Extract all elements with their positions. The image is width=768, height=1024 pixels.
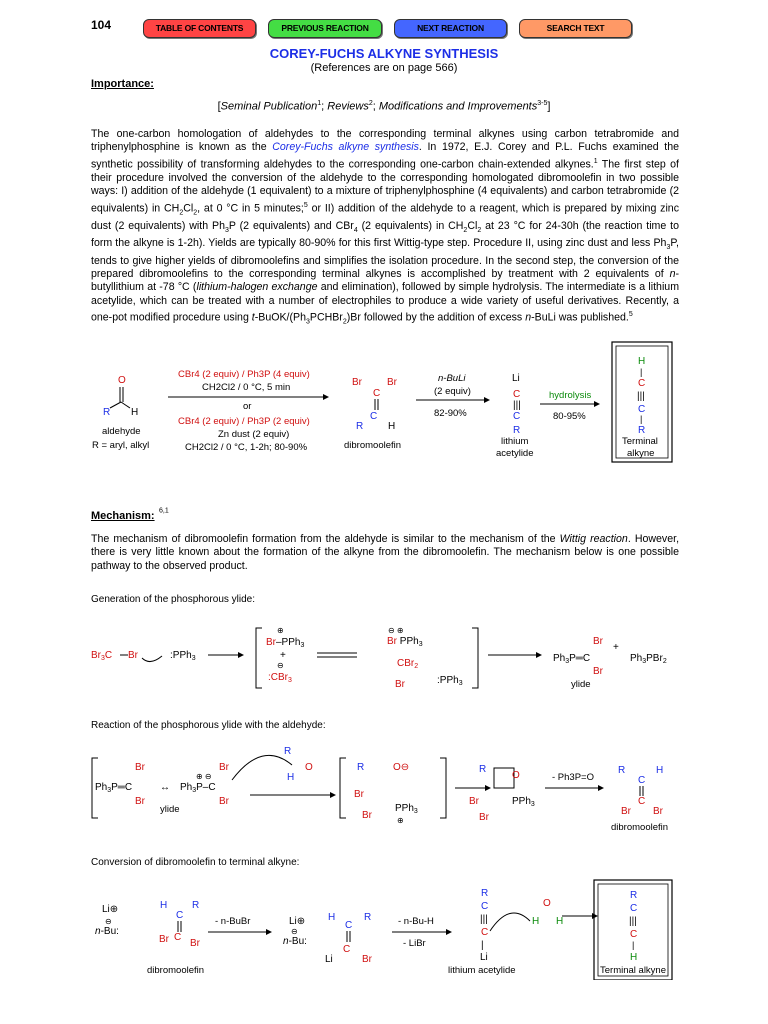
ylide-label-2: ylide [160, 804, 180, 815]
svg-text:⊖ ⊕: ⊖ ⊕ [388, 626, 404, 635]
svg-text:Li: Li [512, 373, 520, 384]
svg-text:C: C [373, 388, 381, 399]
minus-nbuh: - n-Bu-H [398, 916, 434, 927]
svg-text:+: + [280, 650, 286, 661]
svg-text:Br: Br [621, 806, 631, 817]
svg-text:R: R [364, 912, 372, 923]
dibromoolefin-label-3: dibromoolefin [147, 965, 205, 976]
svg-text:H: H [556, 916, 564, 927]
svg-text:Br–PPh3: Br–PPh$_3$ [266, 637, 305, 649]
svg-text:R: R [618, 765, 626, 776]
svg-text:O: O [305, 762, 313, 773]
svg-text:C: C [638, 404, 646, 415]
svg-text:|: | [481, 940, 484, 951]
yield-2: 80-95% [553, 411, 586, 422]
condition-2-solvent: CH2Cl2 / 0 °C, 1-2h; 80-90% [185, 442, 308, 453]
svg-text::CBr3: :CBr$_3$ [268, 672, 292, 684]
svg-text:Br: Br [135, 762, 145, 773]
ylide-aldehyde-scheme [0, 740, 768, 840]
svg-text:C: C [513, 411, 521, 422]
svg-text:H: H [287, 772, 295, 783]
reference-types: [Seminal Publication$^1$; Reviews$^2$; Modifications and Improvements$^{3-5}$] [217, 100, 551, 113]
svg-text:|||: ||| [637, 391, 645, 402]
svg-text:|||: ||| [480, 914, 488, 925]
svg-text:n-Bu:: n-Bu: [283, 936, 307, 947]
svg-text:Br: Br [593, 636, 603, 647]
ylide-label-1: ylide [571, 679, 591, 690]
table-of-contents-button[interactable]: TABLE OF CONTENTS [143, 19, 256, 38]
svg-text:n-Bu:: n-Bu: [95, 926, 119, 937]
minus-ph3po: - Ph3P=O [552, 772, 594, 783]
svg-text:⊖: ⊖ [277, 661, 284, 670]
importance-paragraph: The one-carbon homologation of aldehydes to the corresponding terminal alkynes using carbon tetrabromide and triphenylphosphine is known as the Corey-Fuchs alkyne synthesis. In 1972, E.J. Corey and P.L. Fuchs examined the synthetic possibility of transforming aldehydes to the corresponding one-carbon chain-extended alkynes.$^1$ The first step of their procedure involved the conversion of the aldehyde to the corresponding homologated dibromoolefin in two possible ways: I) addition of the aldehyde (1 equivalent) to a mixture of triphenylphosphine (4 equivalents) and carbon tetrabromide (2 equivalents) in $CH_2Cl_2$, at 0 °C in 5 minutes;$^5$ or II) addition of the aldehyde to a reagent, which is prepared by mixing zinc dust (2 equivalents) with $Ph_3P$ (2 equivalents) and CBr$_4$ (2 equivalents) in $CH_2Cl_2$ at 23 °C for 24-30h (the reaction time to form the alkyne is 1-2h). Yields are typically 80-90% for this first Wittig-type step. Procedure II, using zinc dust and less $Ph_3P$, tends to give higher yields of dibromoolefins and simplifies the isolation procedure. In the second step, the conversion of the prepared dibromoolefins to the corresponding terminal alkynes is accomplished by treatment with 2 equivalents of n-butyllithium at -78 °C (lithium-halogen exchange and elimination), followed by simple hydrolysis. The intermediate is a lithium acetylide, which can be treated with a number of electrophiles to produce a wide variety of useful derivatives. Recently, a one-pot modified procedure using $t-BuOK/(Ph_3PCHBr_2)Br$ followed by the addition of excess n-BuLi was published.$^5$ [91, 128, 680, 326]
svg-text:Br: Br [159, 934, 169, 945]
svg-text:R: R [481, 888, 489, 899]
svg-text:Br: Br [653, 806, 663, 817]
ylide-generation-scheme [0, 620, 768, 700]
step3-caption: Conversion of dibromoolefin to terminal alkyne: [91, 857, 300, 868]
page-title: COREY-FUCHS ALKYNE SYNTHESIS [269, 46, 499, 61]
seminal-sup: 1 [317, 100, 322, 107]
svg-text:C: C [370, 411, 378, 422]
mechanism-paragraph: The mechanism of dibromoolefin formation from the aldehyde is similar to the mechanism of the Wittig reaction. However, there is very little known about the formation of the alkyne from the dibromoolefin. The mechanism below is one possible pathway to the observed product. [91, 533, 680, 572]
step1-caption: Generation of the phosphorous ylide: [91, 594, 255, 605]
lithium-label: lithium [501, 436, 529, 447]
mechanism-heading-group [91, 506, 169, 524]
svg-text:⊕: ⊕ [397, 816, 404, 825]
svg-text::PPh3: :PPh$_3$ [437, 675, 463, 687]
svg-text:Br: Br [219, 796, 229, 807]
condition-1-solvent: CH2Cl2 / 0 °C, 5 min [202, 382, 291, 393]
svg-text:Br: Br [362, 954, 372, 965]
mods-sup: 3-5 [537, 100, 548, 107]
mechanism-sup: 6,1 [159, 507, 169, 515]
svg-text:Br: Br [352, 377, 362, 388]
mechanism-heading: Mechanism: [91, 510, 155, 522]
svg-text::PPh3: :PPh$_3$ [170, 650, 196, 662]
svg-text:Br: Br [387, 377, 397, 388]
svg-text:C: C [638, 796, 646, 807]
svg-text:C: C [481, 901, 489, 912]
svg-text:Li: Li [325, 954, 333, 965]
reaction-link[interactable]: Corey-Fuchs alkyne synthesis [272, 141, 419, 154]
svg-text:R: R [638, 425, 646, 436]
svg-text:H: H [388, 421, 396, 432]
svg-text:|: | [632, 940, 635, 950]
page-number: 104 [91, 18, 112, 32]
svg-text:Ph3P–C: $Ph_3P-C$ [180, 782, 216, 794]
svg-text:|||: ||| [513, 400, 521, 411]
or-label: or [243, 401, 252, 412]
svg-text:H: H [638, 356, 646, 367]
svg-text:R: R [630, 890, 638, 901]
reaction-scheme [0, 340, 768, 470]
svg-text:H: H [532, 916, 540, 927]
svg-text:C: C [513, 389, 521, 400]
condition-2-reagents: CBr4 (2 equiv) / Ph3P (2 equiv) [178, 416, 310, 427]
terminal-label: Terminal [622, 436, 658, 447]
svg-text:C: C [630, 929, 638, 940]
svg-text:Br: Br [219, 762, 229, 773]
search-text-button[interactable]: SEARCH TEXT [519, 19, 632, 38]
svg-text:C: C [174, 932, 182, 943]
nbuli-label: n-BuLi [438, 373, 466, 384]
svg-text:|||: ||| [629, 916, 637, 927]
nbuli-equiv: (2 equiv) [434, 386, 471, 397]
svg-text:H: H [160, 900, 168, 911]
dibromoolefin-structure [344, 377, 401, 451]
yield-1: 82-90% [434, 408, 467, 419]
svg-text:H: H [656, 765, 664, 776]
svg-text:H: H [630, 952, 638, 963]
svg-text:CBr2: CBr$_2$ [397, 658, 419, 670]
svg-text:Br: Br [395, 679, 405, 690]
seminal-label: Seminal Publication [220, 100, 318, 113]
condition-2-zinc: Zn dust (2 equiv) [218, 429, 290, 440]
r-definition: R = aryl, alkyl [92, 440, 150, 451]
svg-text:O: O [118, 375, 126, 386]
svg-text:C: C [343, 944, 351, 955]
svg-text:⊖: ⊖ [105, 917, 112, 926]
svg-text:C: C [345, 920, 353, 931]
svg-text:Br: Br [128, 650, 138, 661]
svg-text:PPh3: PPh$_3$ [395, 803, 418, 815]
mods-label: Modifications and Improvements [378, 100, 538, 113]
svg-text:Ph3P═C: $Ph_3P═C$ [553, 653, 591, 665]
svg-text:↔: ↔ [160, 782, 170, 793]
aldehyde-label: aldehyde [102, 426, 141, 437]
aldehyde-structure [92, 375, 149, 451]
svg-text:Br3C: $Br_3C$ [91, 650, 113, 662]
lithium-acetylide-label: lithium acetylide [448, 965, 516, 976]
svg-text:Ph3P═C: $Ph_3P═C$ [95, 782, 133, 794]
condition-1-reagents: CBr4 (2 equiv) / Ph3P (4 equiv) [178, 369, 310, 380]
svg-text:Ph3PBr2: $Ph_3PBr_2$ [630, 653, 667, 665]
svg-text:R: R [357, 762, 365, 773]
svg-text:R: R [479, 764, 487, 775]
svg-text:Li⊕: Li⊕ [102, 904, 119, 915]
hydrolysis-label: hydrolysis [549, 390, 592, 401]
reviews-label: Reviews [327, 100, 369, 113]
alkyne-formation-scheme [0, 876, 768, 980]
svg-text:O: O [543, 898, 551, 909]
svg-text:O⊖: O⊖ [393, 762, 410, 773]
svg-text:H: H [328, 912, 336, 923]
svg-text:Br: Br [469, 796, 479, 807]
svg-text:Br: Br [135, 796, 145, 807]
svg-text:O: O [512, 770, 520, 781]
minus-libr: - LiBr [403, 938, 426, 949]
svg-text:C: C [630, 903, 638, 914]
svg-text:Br: Br [479, 812, 489, 823]
svg-text:Br PPh3: Br PPh$_3$ [387, 636, 423, 648]
svg-text:C: C [481, 927, 489, 938]
svg-text:R: R [356, 421, 364, 432]
minus-nbubr: - n-BuBr [215, 916, 251, 927]
svg-text:H: H [131, 407, 139, 418]
svg-text:Br: Br [190, 938, 200, 949]
svg-text:|: | [640, 367, 643, 377]
svg-text:C: C [638, 378, 646, 389]
svg-text:R: R [513, 425, 521, 436]
svg-text:Br: Br [593, 666, 603, 677]
step2-caption: Reaction of the phosphorous ylide with the aldehyde: [91, 720, 326, 731]
svg-text:Li: Li [480, 952, 488, 963]
next-reaction-button[interactable]: NEXT REACTION [394, 19, 507, 38]
reviews-sup: 2 [368, 100, 373, 107]
svg-text:Br: Br [362, 810, 372, 821]
svg-text:Li⊕: Li⊕ [289, 916, 306, 927]
alkyne-label: alkyne [627, 448, 655, 459]
svg-text:⊖: ⊖ [291, 927, 298, 936]
svg-text:+: + [613, 642, 619, 653]
acetylide-label: acetylide [496, 448, 534, 459]
svg-text:⊕: ⊕ [277, 626, 284, 635]
lithium-acetylide-structure [496, 373, 534, 459]
terminal-alkyne-label: Terminal alkyne [600, 965, 666, 976]
svg-text:PPh3: PPh$_3$ [512, 796, 535, 808]
svg-text:|: | [640, 414, 643, 424]
references-note: (References are on page 566) [310, 62, 458, 74]
svg-text:R: R [192, 900, 200, 911]
svg-text:R: R [284, 746, 292, 757]
svg-text:Br: Br [354, 789, 364, 800]
dibromoolefin-label: dibromoolefin [344, 440, 402, 451]
importance-heading: Importance: [91, 78, 154, 90]
svg-text:C: C [176, 910, 184, 921]
svg-text:R: R [103, 407, 111, 418]
dibromoolefin-label-2: dibromoolefin [611, 822, 669, 833]
svg-text:⊕ ⊖: ⊕ ⊖ [196, 772, 212, 781]
svg-text:C: C [638, 775, 646, 786]
previous-reaction-button[interactable]: PREVIOUS REACTION [268, 19, 382, 38]
